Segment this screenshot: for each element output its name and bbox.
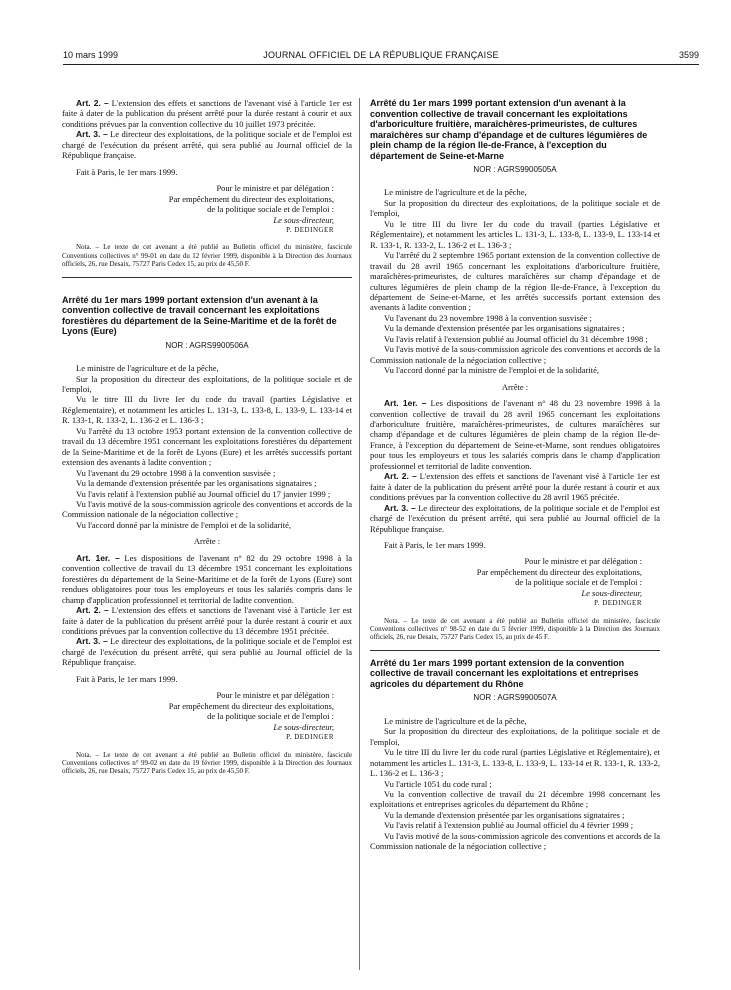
header-rule: [63, 64, 699, 65]
nor-reference: NOR : AGRS9900505A: [473, 165, 557, 174]
body-paragraph: Vu l'avenant du 23 novembre 1998 à la convention susvisée ;: [384, 312, 592, 323]
article-paragraph: Art. 3. – Le directeur des exploitations, de la politique sociale et de l'emploi est chargé de l'exécution du présent arrêté, qui sera publié au Journal officiel de la République française.: [62, 129, 353, 161]
signature-title: Le sous-directeur,: [581, 587, 642, 598]
arrete-heading: Arrête :: [501, 381, 529, 392]
body-paragraph: Le ministre de l'agriculture et de la pêche,: [384, 187, 527, 198]
article-paragraph: Art. 3. – Le directeur des exploitations, de la politique sociale et de l'emploi est chargé de l'exécution du présent arrêté, qui sera publié au Journal officiel de la République française.: [62, 636, 353, 668]
article-paragraph: Art. 2. – L'extension des effets et sanctions de l'avenant visé à l'article 1er est faite à dater de la publication du présent arrêté pour la durée restant à courir et aux conditions prévues par la convention collective du 10 juillet 1973 précitée.: [62, 98, 353, 129]
nor-reference: NOR : AGRS9900506A: [165, 340, 249, 350]
signature-line: Par empêchement du directeur des exploitations,: [168, 700, 334, 711]
body-paragraph: Vu l'avis relatif à l'extension publié au Journal officiel du 31 décembre 1998 ;: [384, 333, 648, 344]
nota-note: Nota. – Le texte de cet avenant a été publié au Bulletin officiel du ministère, fascicule Conventions collectives n° 99-01 en date du 12 février 1999, disponible à la Direction des Journaux officiels, 26, rue Desaix, 75727 Paris Cedex 15, au prix de 45,50 F.: [62, 243, 352, 269]
column-divider: [359, 98, 360, 970]
body-paragraph: Vu la convention collective de travail du 21 décembre 1998 concernant les exploitations et entreprises agricoles du département du Rhône ;: [370, 789, 660, 810]
signature-line: Par empêchement du directeur des exploitations,: [168, 193, 334, 204]
article-paragraph: Art. 2. – L'extension des effets et sanctions de l'avenant visé à l'article 1er est faite à dater de la publication du présent arrêté pour la durée restant à courir et aux conditions prévues par la convention collective du 13 décembre 1951 précitée.: [62, 605, 353, 636]
body-paragraph: Vu l'article 1051 du code rural ;: [384, 778, 492, 789]
body-paragraph: Vu l'arrêté du 13 octobre 1953 portant extension de la convention collective de travail du 13 décembre 1951 concernant les exploitations forestières du département de la Seine-Maritime et de la forêt de Lyons (Eure) et les arrêtés successifs portant extension des avenants à ladite convention ;: [62, 425, 352, 468]
body-paragraph: Vu l'avis motivé de la sous-commission agricole des conventions et accords de la Commission nationale de la négociation collective ;: [370, 830, 660, 852]
decree-title: Arrêté du 1er mars 1999 portant extension d'un avenant à la convention collective de travail concernant les exploitations d'arboriculture fruitière, maraîchères-primeuristes, de cultures maraîchères sur champ d'épandage et de cultures légumières de plein champ de la région Ile-de-France, à l'exception du département de Seine-et-Marne: [370, 98, 648, 161]
header-page-number: 3599: [678, 50, 699, 60]
header-date: 10 mars 1999: [63, 50, 119, 60]
header-journal-title: JOURNAL OFFICIEL DE LA RÉPUBLIQUE FRANÇAISE: [263, 50, 499, 60]
page-header: [63, 50, 699, 64]
body-paragraph: Vu l'arrêté du 2 septembre 1965 portant extension de la convention collective de travail du 28 avril 1965 concernant les exploitations d'arboriculture fruitière, maraîchères-primeuristes, de cultures maraîchères sur champ d'épandage et de cultures légumières de plein champ de la région Ile-de-France, à l'exception du département de Seine-et-Marne, et les arrêtés successifs portant extension des avenants à ladite convention ;: [370, 250, 660, 313]
signature-line: de la politique sociale et de l'emploi :: [515, 577, 642, 588]
article-paragraph: Art. 2. – L'extension des effets et sanctions de l'avenant visé à l'article 1er est faite à dater de la publication du présent arrêté pour la durée restant à courir et aux conditions prévues par la convention collective du 28 avril 1965 précitée.: [370, 471, 661, 503]
body-paragraph: Vu le titre III du livre Ier du code rural (parties Législative et Réglementaire), et notamment les articles L. 131-3, L. 133-8, L. 133-9, L. 133-14 et R. 133-1, R. 133-2, L. 136-2 et L. 136-3 ;: [370, 747, 660, 779]
body-paragraph: Vu l'avis relatif à l'extension publié au Journal officiel du 17 janvier 1999 ;: [76, 488, 331, 499]
body-paragraph: Vu la demande d'extension présentée par les organisations signataires ;: [384, 809, 625, 820]
decree-title: Arrêté du 1er mars 1999 portant extension d'un avenant à la convention collective de travail concernant les exploitations forestières du département de la Seine-Maritime et de la forêt de Lyons (Eure): [62, 294, 337, 337]
body-paragraph: Vu l'avis relatif à l'extension publié au Journal officiel du 4 février 1999 ;: [384, 820, 634, 831]
signature-place-date: Fait à Paris, le 1er mars 1999.: [76, 166, 178, 177]
body-paragraph: Vu le titre III du livre Ier du code du travail (parties Législative et Réglementaire), et notamment les articles L. 131-3, L. 133-8, L. 133-9, L. 133-14 et R. 133-1, R. 133-2, L. 136-2 et L. 136-3 ;: [370, 218, 660, 250]
signature-line: de la politique sociale et de l'emploi :: [207, 711, 334, 722]
body-paragraph: Sur la proposition du directeur des exploitations, de la politique sociale et de l'emploi,: [370, 197, 660, 219]
body-paragraph: Vu l'accord donné par la ministre de l'emploi et de la solidarité,: [76, 519, 291, 530]
body-paragraph: Vu la demande d'extension présentée par les organisations signataires ;: [384, 323, 625, 334]
article-paragraph: Art. 3. – Le directeur des exploitations, de la politique sociale et de l'emploi est chargé de l'exécution du présent arrêté, qui sera publié au Journal officiel de la République française.: [370, 502, 661, 534]
nota-note: Nota. – Le texte de cet avenant a été publié au Bulletin officiel du ministère, fascicule Conventions collectives n° 99-02 en date du 19 février 1999, disponible à la Direction des Journaux officiels, 26, rue Desaix, 75727 Paris Cedex 15, au prix de 45,50 F.: [62, 750, 352, 776]
signature-title: Le sous-directeur,: [273, 721, 334, 732]
left-column: [62, 98, 352, 776]
signature-place-date: Fait à Paris, le 1er mars 1999.: [76, 673, 178, 684]
signature-line: Par empêchement du directeur des exploitations,: [476, 566, 642, 577]
body-paragraph: Le ministre de l'agriculture et de la pêche,: [76, 363, 219, 374]
signature-line: de la politique sociale et de l'emploi :: [207, 204, 334, 215]
arrete-heading: Arrête :: [193, 536, 221, 547]
signature-line: Pour le ministre et par délégation :: [524, 556, 642, 567]
signature-line: Pour le ministre et par délégation :: [216, 690, 334, 701]
body-paragraph: Vu l'avis motivé de la sous-commission agricole des conventions et accords de la Commission nationale de la négociation collective ;: [62, 499, 352, 520]
body-paragraph: Vu la demande d'extension présentée par les organisations signataires ;: [76, 478, 317, 489]
nor-reference: NOR : AGRS9900507A: [473, 693, 557, 703]
body-paragraph: Sur la proposition du directeur des exploitations, de la politique sociale et de l'emploi,: [370, 726, 660, 747]
signature-place-date: Fait à Paris, le 1er mars 1999.: [384, 539, 486, 550]
signatory-name: P. DEDINGER: [286, 733, 334, 742]
right-column: [370, 98, 678, 852]
section-separator: [370, 650, 660, 651]
body-paragraph: Vu le titre III du livre Ier du code du travail (parties Législative et Réglementaire), et notamment les articles L. 131-3, L. 133-8, L. 133-9, L. 133-14 et R. 133-1, R. 133-2, L. 136-2 et L. 136-3 ;: [62, 394, 352, 426]
signatory-name: P. DEDINGER: [594, 599, 642, 608]
decree-title: Arrêté du 1er mars 1999 portant extension de la convention collective de travail concernant les exploitations et entreprises agricoles du département du Rhône: [370, 657, 639, 689]
article-paragraph: Art. 1er. – Les dispositions de l'avenant n° 82 du 29 octobre 1998 à la convention collective de travail du 13 décembre 1951 concernant les exploitations forestières du département de la Seine-Maritime et de la forêt de Lyons (Eure) sont rendues obligatoires pour tous les employeurs et tous les salariés compris dans le champ d'application professionnel et territorial de ladite convention.: [62, 552, 352, 605]
nota-note: Nota. – Le texte de cet avenant a été publié au Bulletin officiel du ministère, fascicule Conventions collectives n° 98-52 en date du 5 février 1999, disponible à la Direction des Journaux officiels, 26, rue Desaix, 75727 Paris Cedex 15, au prix de 45 F.: [370, 616, 660, 642]
section-separator: [62, 277, 352, 278]
article-paragraph: Art. 1er. – Les dispositions de l'avenant n° 48 du 23 novembre 1998 à la convention collective de travail du 28 avril 1965 concernant les exploitations d'arboriculture fruitière, maraîchères-primeuristes, de cultures maraîchères sur champ d'épandage et de cultures légumières de plein champ de la région Ile-de-France, à l'exception du département de Seine-et-Marne, sont rendues obligatoires pour tous les employeurs et tous les salariés compris dans le champ d'application professionnel et territorial de ladite convention.: [370, 398, 660, 471]
signature-line: Pour le ministre et par délégation :: [216, 183, 334, 194]
body-paragraph: Vu l'avis motivé de la sous-commission agricole des conventions et accords de la Commission nationale de la négociation collective ;: [370, 344, 660, 365]
signatory-name: P. DEDINGER: [286, 225, 334, 234]
signature-title: Le sous-directeur,: [273, 214, 334, 225]
body-paragraph: Vu l'accord donné par la ministre de l'emploi et de la solidarité,: [384, 365, 599, 376]
body-paragraph: Sur la proposition du directeur des exploitations, de la politique sociale et de l'emploi,: [62, 373, 352, 395]
body-paragraph: Vu l'avenant du 29 octobre 1998 à la convention susvisée ;: [76, 467, 276, 478]
body-paragraph: Le ministre de l'agriculture et de la pêche,: [384, 715, 527, 726]
